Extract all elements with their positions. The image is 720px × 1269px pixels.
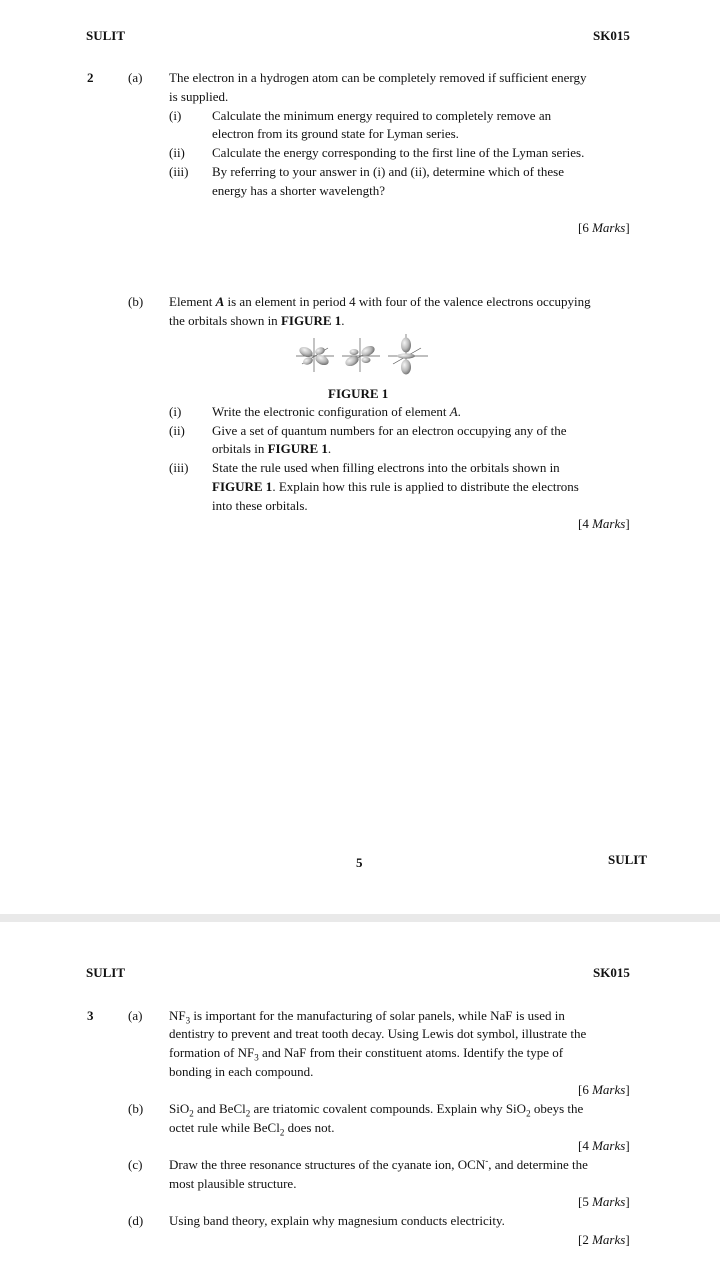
orbital-1 (296, 338, 334, 372)
marks: [6 Marks] (578, 1082, 630, 1097)
part-text-line: octet rule while BeCl$_2$ does not. (169, 1120, 335, 1138)
item-number: (iii) (169, 164, 189, 179)
part-label: (d) (128, 1213, 144, 1228)
item-text: State the rule used when filling electrons into the orbitals shown in (212, 460, 560, 475)
item-text: FIGURE 1. Explain how this rule is applied to distribute the electrons (212, 479, 579, 494)
part-label: (b) (128, 1101, 144, 1116)
marks: [4 Marks] (578, 516, 630, 531)
part-label: (a) (128, 70, 143, 85)
part-text-line: Using band theory, explain why magnesium conducts electricity. (169, 1213, 505, 1228)
part-intro-line: Element A is an element in period 4 with four of the valence electrons occupying (169, 294, 591, 309)
header-left: SULIT (86, 28, 126, 43)
part-label: (c) (128, 1157, 143, 1172)
item-text: Calculate the minimum energy required to completely remove an (212, 108, 552, 123)
part-text-line: dentistry to prevent and treat tooth decay. Using Lewis dot symbol, illustrate the (169, 1026, 587, 1041)
marks: [6 Marks] (578, 220, 630, 235)
part-text-line: bonding in each compound. (169, 1064, 314, 1079)
part-intro-line: the orbitals shown in FIGURE 1. (169, 313, 345, 328)
part-text-line: most plausible structure. (169, 1176, 297, 1191)
figure-1-orbitals (288, 332, 436, 376)
item-number: (ii) (169, 145, 185, 160)
orbital-3 (388, 334, 428, 375)
marks: [4 Marks] (578, 1138, 630, 1153)
item-number: (i) (169, 404, 182, 419)
question-number: 2 (87, 70, 94, 85)
part-text-line: formation of $NF_3$ and NaF from their constituent atoms. Identify the type of (169, 1045, 564, 1063)
marks: [2 Marks] (578, 1232, 630, 1247)
item-text: energy has a shorter wavelength? (212, 183, 386, 198)
item-text: into these orbitals. (212, 498, 308, 513)
item-text: Write the electronic configuration of element A. (212, 404, 461, 419)
question-number: 3 (87, 1008, 94, 1023)
page-separator (0, 914, 720, 922)
header-right: SK015 (593, 965, 630, 980)
part-text-line: $NF_3$ is important for the manufacturing of solar panels, while NaF is used in (169, 1008, 565, 1026)
figure-caption: FIGURE 1 (328, 386, 389, 401)
page-number: 5 (356, 855, 363, 870)
part-label: (a) (128, 1008, 143, 1023)
marks: [5 Marks] (578, 1194, 630, 1209)
part-text-line: Draw the three resonance structures of the cyanate ion, OCN-, and determine the (169, 1155, 588, 1172)
item-text: Give a set of quantum numbers for an electron occupying any of the (212, 423, 567, 438)
footer-right: SULIT (608, 852, 648, 867)
part-intro-line: The electron in a hydrogen atom can be completely removed if sufficient energy (169, 70, 587, 85)
item-text: orbitals in FIGURE 1. (212, 441, 332, 456)
orbital-2 (342, 338, 380, 372)
part-label: (b) (128, 294, 144, 309)
part-intro-line: is supplied. (169, 89, 229, 104)
header-left: SULIT (86, 965, 126, 980)
item-text: electron from its ground state for Lyman series. (212, 126, 459, 141)
item-text: Calculate the energy corresponding to the first line of the Lyman series. (212, 145, 585, 160)
header-right: SK015 (593, 28, 630, 43)
item-number: (ii) (169, 423, 185, 438)
item-number: (i) (169, 108, 182, 123)
part-text-line: SiO$_2$ and BeCl$_2$ are triatomic covalent compounds. Explain why SiO$_2$ obeys the (169, 1101, 584, 1119)
item-number: (iii) (169, 460, 189, 475)
item-text: By referring to your answer in (i) and (ii), determine which of these (212, 164, 564, 179)
